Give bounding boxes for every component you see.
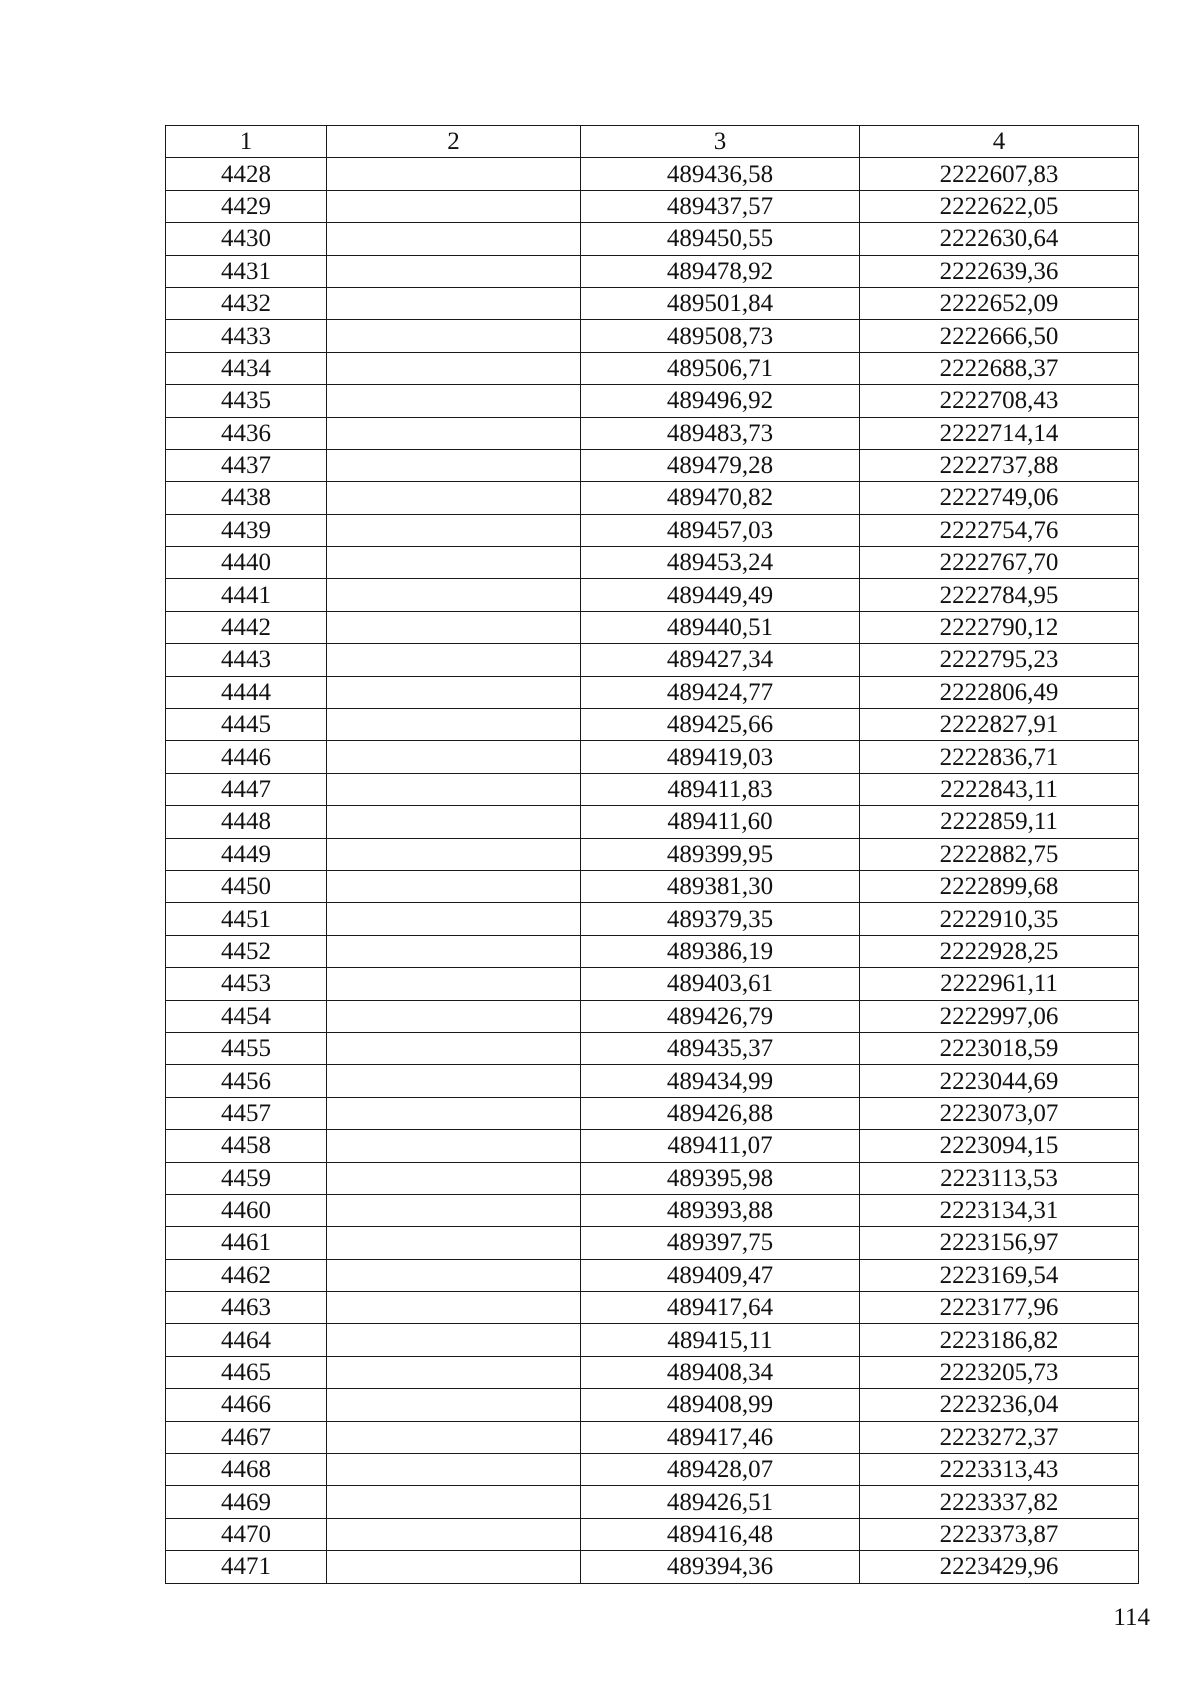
y-coordinate-cell: 2222882,75 [860, 838, 1139, 870]
empty-cell [327, 514, 581, 546]
point-number-cell: 4431 [166, 255, 327, 287]
table-row [166, 158, 1139, 190]
y-coordinate-cell: 2223236,04 [860, 1389, 1139, 1421]
table-row [166, 838, 1139, 870]
table-row [166, 1097, 1139, 1129]
y-coordinate-cell: 2223186,82 [860, 1324, 1139, 1356]
page-number: 114 [1113, 1604, 1150, 1631]
x-coordinate-cell: 489395,98 [581, 1162, 860, 1194]
point-number-cell: 4449 [166, 838, 327, 870]
empty-cell [327, 190, 581, 222]
y-coordinate-cell: 2223177,96 [860, 1292, 1139, 1324]
empty-cell [327, 547, 581, 579]
empty-cell [327, 838, 581, 870]
empty-cell [327, 579, 581, 611]
table-row [166, 1454, 1139, 1486]
point-number-cell: 4446 [166, 741, 327, 773]
point-number-cell: 4436 [166, 417, 327, 449]
column-header-2: 2 [327, 126, 581, 158]
y-coordinate-cell: 2222737,88 [860, 449, 1139, 481]
point-number-cell: 4445 [166, 709, 327, 741]
point-number-cell: 4470 [166, 1518, 327, 1550]
x-coordinate-cell: 489411,83 [581, 773, 860, 805]
y-coordinate-cell: 2222714,14 [860, 417, 1139, 449]
table-row [166, 190, 1139, 222]
x-coordinate-cell: 489506,71 [581, 352, 860, 384]
table-row [166, 870, 1139, 902]
x-coordinate-cell: 489501,84 [581, 287, 860, 319]
x-coordinate-cell: 489426,79 [581, 1000, 860, 1032]
table-row [166, 806, 1139, 838]
column-header-1: 1 [166, 126, 327, 158]
table-row [166, 1227, 1139, 1259]
y-coordinate-cell: 2223113,53 [860, 1162, 1139, 1194]
empty-cell [327, 385, 581, 417]
empty-cell [327, 1292, 581, 1324]
empty-cell [327, 1259, 581, 1291]
table-row [166, 1032, 1139, 1064]
y-coordinate-cell: 2222843,11 [860, 773, 1139, 805]
y-coordinate-cell: 2222836,71 [860, 741, 1139, 773]
empty-cell [327, 1518, 581, 1550]
y-coordinate-cell: 2223429,96 [860, 1551, 1139, 1583]
x-coordinate-cell: 489434,99 [581, 1065, 860, 1097]
x-coordinate-cell: 489403,61 [581, 968, 860, 1000]
x-coordinate-cell: 489457,03 [581, 514, 860, 546]
point-number-cell: 4456 [166, 1065, 327, 1097]
table-row [166, 1130, 1139, 1162]
point-number-cell: 4466 [166, 1389, 327, 1421]
point-number-cell: 4433 [166, 320, 327, 352]
x-coordinate-cell: 489440,51 [581, 611, 860, 643]
table-row [166, 741, 1139, 773]
empty-cell [327, 1227, 581, 1259]
empty-cell [327, 1454, 581, 1486]
y-coordinate-cell: 2222806,49 [860, 676, 1139, 708]
empty-cell [327, 1421, 581, 1453]
x-coordinate-cell: 489394,36 [581, 1551, 860, 1583]
empty-cell [327, 1130, 581, 1162]
x-coordinate-cell: 489408,99 [581, 1389, 860, 1421]
table-row [166, 1389, 1139, 1421]
empty-cell [327, 935, 581, 967]
empty-cell [327, 1065, 581, 1097]
y-coordinate-cell: 2222928,25 [860, 935, 1139, 967]
point-number-cell: 4462 [166, 1259, 327, 1291]
table-row [166, 1065, 1139, 1097]
table-row [166, 1356, 1139, 1388]
x-coordinate-cell: 489417,46 [581, 1421, 860, 1453]
point-number-cell: 4464 [166, 1324, 327, 1356]
y-coordinate-cell: 2222910,35 [860, 903, 1139, 935]
x-coordinate-cell: 489427,34 [581, 644, 860, 676]
x-coordinate-cell: 489411,60 [581, 806, 860, 838]
x-coordinate-cell: 489424,77 [581, 676, 860, 708]
point-number-cell: 4468 [166, 1454, 327, 1486]
empty-cell [327, 1194, 581, 1226]
table-row [166, 320, 1139, 352]
column-header-4: 4 [860, 126, 1139, 158]
point-number-cell: 4471 [166, 1551, 327, 1583]
empty-cell [327, 806, 581, 838]
point-number-cell: 4444 [166, 676, 327, 708]
x-coordinate-cell: 489449,49 [581, 579, 860, 611]
table-row [166, 1000, 1139, 1032]
point-number-cell: 4467 [166, 1421, 327, 1453]
y-coordinate-cell: 2222749,06 [860, 482, 1139, 514]
y-coordinate-cell: 2222622,05 [860, 190, 1139, 222]
point-number-cell: 4459 [166, 1162, 327, 1194]
x-coordinate-cell: 489419,03 [581, 741, 860, 773]
point-number-cell: 4439 [166, 514, 327, 546]
point-number-cell: 4450 [166, 870, 327, 902]
x-coordinate-cell: 489478,92 [581, 255, 860, 287]
point-number-cell: 4465 [166, 1356, 327, 1388]
empty-cell [327, 223, 581, 255]
point-number-cell: 4441 [166, 579, 327, 611]
table-row [166, 773, 1139, 805]
table-row [166, 611, 1139, 643]
y-coordinate-cell: 2223313,43 [860, 1454, 1139, 1486]
x-coordinate-cell: 489435,37 [581, 1032, 860, 1064]
x-coordinate-cell: 489393,88 [581, 1194, 860, 1226]
y-coordinate-cell: 2222708,43 [860, 385, 1139, 417]
point-number-cell: 4460 [166, 1194, 327, 1226]
x-coordinate-cell: 489386,19 [581, 935, 860, 967]
empty-cell [327, 1324, 581, 1356]
table-row [166, 1162, 1139, 1194]
point-number-cell: 4435 [166, 385, 327, 417]
empty-cell [327, 482, 581, 514]
y-coordinate-cell: 2222754,76 [860, 514, 1139, 546]
y-coordinate-cell: 2223044,69 [860, 1065, 1139, 1097]
y-coordinate-cell: 2222790,12 [860, 611, 1139, 643]
y-coordinate-cell: 2223156,97 [860, 1227, 1139, 1259]
x-coordinate-cell: 489470,82 [581, 482, 860, 514]
empty-cell [327, 417, 581, 449]
y-coordinate-cell: 2223205,73 [860, 1356, 1139, 1388]
empty-cell [327, 1000, 581, 1032]
x-coordinate-cell: 489428,07 [581, 1454, 860, 1486]
table-header [166, 126, 1139, 158]
point-number-cell: 4429 [166, 190, 327, 222]
empty-cell [327, 287, 581, 319]
table-row [166, 449, 1139, 481]
y-coordinate-cell: 2223018,59 [860, 1032, 1139, 1064]
table-row [166, 1259, 1139, 1291]
point-number-cell: 4458 [166, 1130, 327, 1162]
y-coordinate-cell: 2222639,36 [860, 255, 1139, 287]
table-row [166, 385, 1139, 417]
table-row [166, 547, 1139, 579]
table-row [166, 1421, 1139, 1453]
x-coordinate-cell: 489381,30 [581, 870, 860, 902]
x-coordinate-cell: 489416,48 [581, 1518, 860, 1550]
table-row [166, 579, 1139, 611]
y-coordinate-cell: 2222899,68 [860, 870, 1139, 902]
point-number-cell: 4455 [166, 1032, 327, 1064]
empty-cell [327, 676, 581, 708]
table-row [166, 1551, 1139, 1583]
empty-cell [327, 709, 581, 741]
point-number-cell: 4442 [166, 611, 327, 643]
y-coordinate-cell: 2223272,37 [860, 1421, 1139, 1453]
table-row [166, 903, 1139, 935]
y-coordinate-cell: 2223169,54 [860, 1259, 1139, 1291]
column-header-3: 3 [581, 126, 860, 158]
empty-cell [327, 352, 581, 384]
y-coordinate-cell: 2222827,91 [860, 709, 1139, 741]
table-row [166, 417, 1139, 449]
y-coordinate-cell: 2222630,64 [860, 223, 1139, 255]
point-number-cell: 4443 [166, 644, 327, 676]
empty-cell [327, 1097, 581, 1129]
table-row [166, 1324, 1139, 1356]
point-number-cell: 4463 [166, 1292, 327, 1324]
y-coordinate-cell: 2222688,37 [860, 352, 1139, 384]
x-coordinate-cell: 489426,88 [581, 1097, 860, 1129]
x-coordinate-cell: 489479,28 [581, 449, 860, 481]
empty-cell [327, 1551, 581, 1583]
y-coordinate-cell: 2222795,23 [860, 644, 1139, 676]
point-number-cell: 4432 [166, 287, 327, 319]
table-row [166, 968, 1139, 1000]
table-row [166, 1194, 1139, 1226]
point-number-cell: 4469 [166, 1486, 327, 1518]
point-number-cell: 4448 [166, 806, 327, 838]
point-number-cell: 4438 [166, 482, 327, 514]
point-number-cell: 4461 [166, 1227, 327, 1259]
table-row [166, 1486, 1139, 1518]
point-number-cell: 4440 [166, 547, 327, 579]
x-coordinate-cell: 489397,75 [581, 1227, 860, 1259]
table-row [166, 255, 1139, 287]
x-coordinate-cell: 489436,58 [581, 158, 860, 190]
table-row [166, 352, 1139, 384]
table-row [166, 482, 1139, 514]
y-coordinate-cell: 2223373,87 [860, 1518, 1139, 1550]
x-coordinate-cell: 489496,92 [581, 385, 860, 417]
point-number-cell: 4434 [166, 352, 327, 384]
point-number-cell: 4451 [166, 903, 327, 935]
point-number-cell: 4453 [166, 968, 327, 1000]
y-coordinate-cell: 2223134,31 [860, 1194, 1139, 1226]
empty-cell [327, 903, 581, 935]
empty-cell [327, 1486, 581, 1518]
x-coordinate-cell: 489437,57 [581, 190, 860, 222]
point-number-cell: 4437 [166, 449, 327, 481]
empty-cell [327, 644, 581, 676]
x-coordinate-cell: 489450,55 [581, 223, 860, 255]
y-coordinate-cell: 2223094,15 [860, 1130, 1139, 1162]
empty-cell [327, 1032, 581, 1064]
point-number-cell: 4428 [166, 158, 327, 190]
table-row [166, 709, 1139, 741]
y-coordinate-cell: 2223073,07 [860, 1097, 1139, 1129]
x-coordinate-cell: 489417,64 [581, 1292, 860, 1324]
x-coordinate-cell: 489409,47 [581, 1259, 860, 1291]
y-coordinate-cell: 2222859,11 [860, 806, 1139, 838]
x-coordinate-cell: 489508,73 [581, 320, 860, 352]
table-row [166, 935, 1139, 967]
table-row [166, 1292, 1139, 1324]
y-coordinate-cell: 2222784,95 [860, 579, 1139, 611]
point-number-cell: 4447 [166, 773, 327, 805]
y-coordinate-cell: 2222767,70 [860, 547, 1139, 579]
table-body [166, 158, 1139, 1583]
table-row [166, 676, 1139, 708]
empty-cell [327, 611, 581, 643]
coordinates-table [165, 125, 1139, 1584]
empty-cell [327, 968, 581, 1000]
table-row [166, 644, 1139, 676]
empty-cell [327, 320, 581, 352]
table-row [166, 287, 1139, 319]
x-coordinate-cell: 489408,34 [581, 1356, 860, 1388]
empty-cell [327, 870, 581, 902]
point-number-cell: 4430 [166, 223, 327, 255]
y-coordinate-cell: 2223337,82 [860, 1486, 1139, 1518]
y-coordinate-cell: 2222607,83 [860, 158, 1139, 190]
y-coordinate-cell: 2222652,09 [860, 287, 1139, 319]
empty-cell [327, 449, 581, 481]
x-coordinate-cell: 489379,35 [581, 903, 860, 935]
empty-cell [327, 773, 581, 805]
empty-cell [327, 1389, 581, 1421]
header-row [166, 126, 1139, 158]
x-coordinate-cell: 489399,95 [581, 838, 860, 870]
empty-cell [327, 255, 581, 287]
x-coordinate-cell: 489415,11 [581, 1324, 860, 1356]
y-coordinate-cell: 2222666,50 [860, 320, 1139, 352]
empty-cell [327, 741, 581, 773]
y-coordinate-cell: 2222961,11 [860, 968, 1139, 1000]
y-coordinate-cell: 2222997,06 [860, 1000, 1139, 1032]
empty-cell [327, 1162, 581, 1194]
empty-cell [327, 1356, 581, 1388]
empty-cell [327, 158, 581, 190]
table-row [166, 1518, 1139, 1550]
table-row [166, 223, 1139, 255]
x-coordinate-cell: 489426,51 [581, 1486, 860, 1518]
point-number-cell: 4454 [166, 1000, 327, 1032]
x-coordinate-cell: 489411,07 [581, 1130, 860, 1162]
x-coordinate-cell: 489425,66 [581, 709, 860, 741]
table-row [166, 514, 1139, 546]
x-coordinate-cell: 489453,24 [581, 547, 860, 579]
point-number-cell: 4457 [166, 1097, 327, 1129]
point-number-cell: 4452 [166, 935, 327, 967]
x-coordinate-cell: 489483,73 [581, 417, 860, 449]
